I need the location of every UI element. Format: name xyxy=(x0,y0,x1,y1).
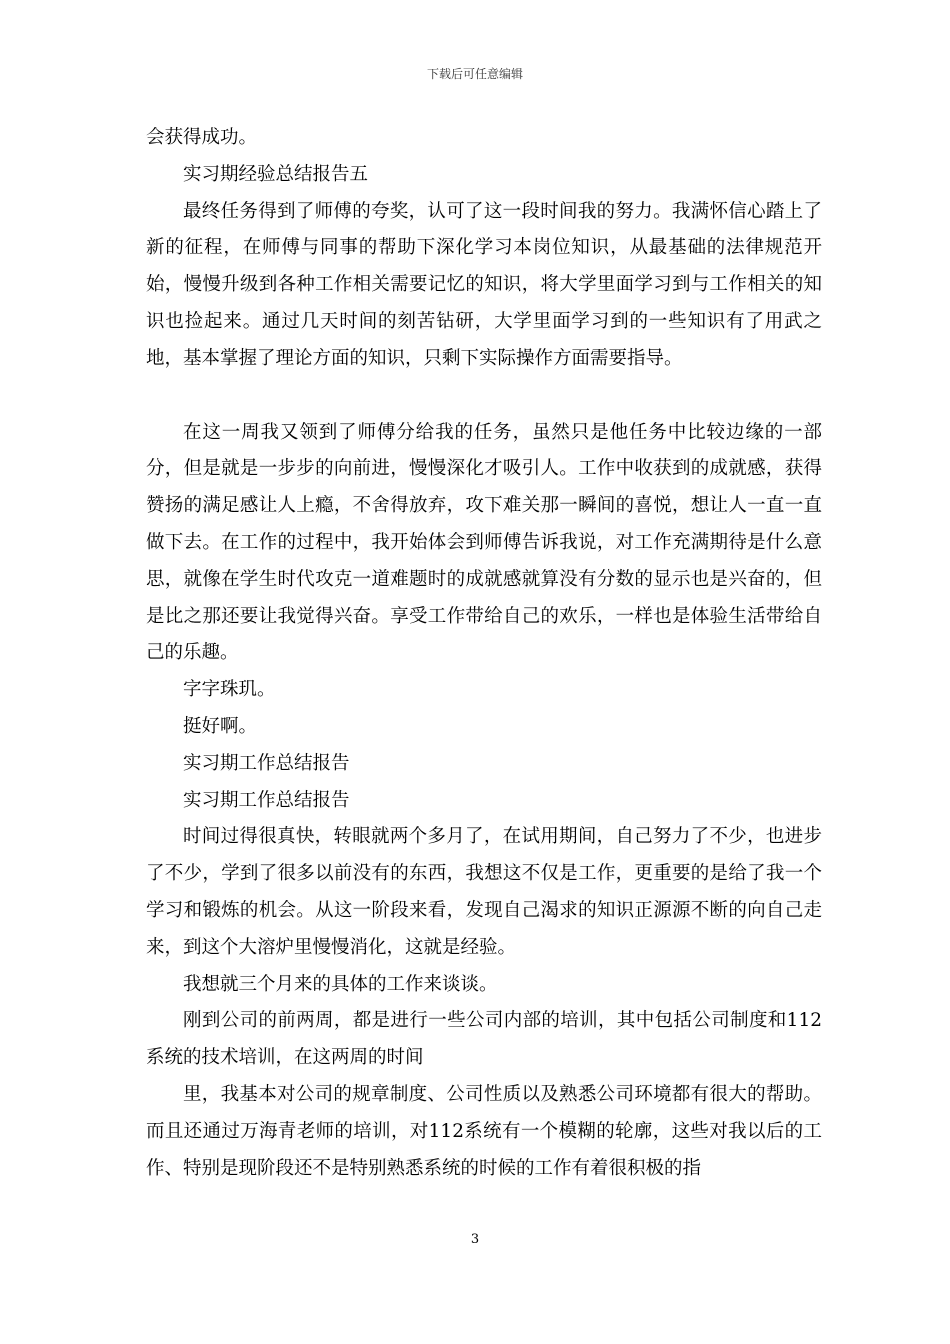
paragraph: 时间过得很真快，转眼就两个多月了，在试用期间，自己努力了不少，也进步了不少，学到了很多以前没有的东西，我想这不仅是工作，更重要的是给了我一个学习和锻炼的机会。从这一阶段来看，发现自己渴求的知识正源源不断的向自己走来，到这个大溶炉里慢慢消化，这就是经验。 xyxy=(146,826,822,958)
paragraph: 刚到公司的前两周，都是进行一些公司内部的培训，其中包括公司制度和112系统的技术培训，在这两周的时间 xyxy=(146,1010,822,1069)
paragraph: 里，我基本对公司的规章制度、公司性质以及熟悉公司环境都有很大的帮助。而且还通过万海青老师的培训，对112系统有一个模糊的轮廓，这些对我以后的工作、特别是现阶段还不是特别熟悉系统的时候的工作有着很积极的指 xyxy=(146,1083,822,1179)
document-body xyxy=(146,120,822,1187)
section-heading: 实习期经验总结报告五 xyxy=(183,163,369,185)
page-number: 3 xyxy=(470,1232,480,1247)
paragraph: 字字珠玑。 xyxy=(183,679,276,701)
paragraph: 我想就三个月来的具体的工作来谈谈。 xyxy=(183,973,498,995)
paragraph-continuation: 会获得成功。 xyxy=(146,127,258,148)
page-header: 下载后可任意编辑 xyxy=(426,67,523,81)
paragraph: 最终任务得到了师傅的夸奖，认可了这一段时间我的努力。我满怀信心踏上了新的征程，在师傅与同事的帮助下深化学习本岗位知识，从最基础的法律规范开始，慢慢升级到各种工作相关需要记忆的知识，将大学里面学习到与工作相关的知识也捡起来。通过几天时间的刻苦钻研，大学里面学习到的一些知识有了用武之地，基本掌握了理论方面的知识，只剩下实际操作方面需要指导。 xyxy=(146,200,822,369)
paragraph: 在这一周我又领到了师傅分给我的任务，虽然只是他任务中比较边缘的一部分，但是就是一步步的向前进，慢慢深化才吸引人。工作中收获到的成就感，获得赞扬的满足感让人上瘾，不舍得放弃，攻下难关那一瞬间的喜悦，想让人一直一直做下去。在工作的过程中，我开始体会到师傅告诉我说，对工作充满期待是什么意思，就像在学生时代攻克一道难题时的成就感就算没有分数的显示也是兴奋的，但是比之那还要让我觉得兴奋。享受工作带给自己的欢乐，一样也是体验生活带给自己的乐趣。 xyxy=(146,421,822,664)
paragraph: 挺好啊。 xyxy=(183,715,258,737)
section-heading: 实习期工作总结报告 xyxy=(183,789,350,811)
section-heading: 实习期工作总结报告 xyxy=(183,752,350,774)
